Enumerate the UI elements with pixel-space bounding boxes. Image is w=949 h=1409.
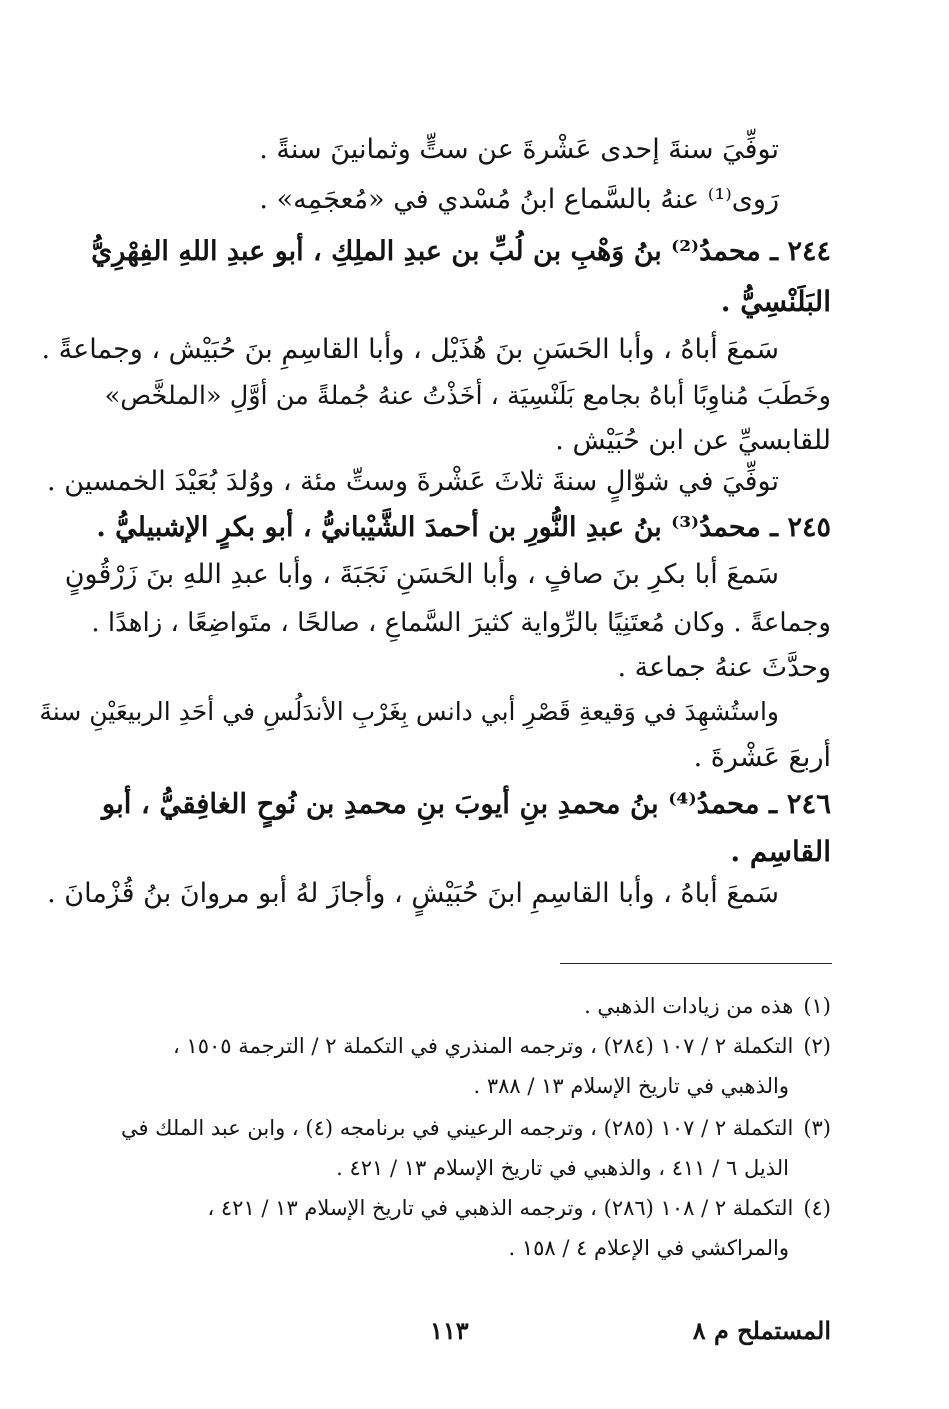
body-line: وجماعةً . وكان مُعتَنِيًا بالرِّواية كثيرَ السَّماعِ ، صالحًا ، متَواضِعًا ، زاهدًا . xyxy=(91,608,831,638)
entry-heading-245: ٢٤٥ ـ محمدُ⁽³⁾ بنُ عبدِ النُّورِ بن أحمدَ الشَّيْبانيُّ ، أبو بكرٍ الإشبيليُّ . xyxy=(96,512,831,543)
footnote-2 xyxy=(173,1031,831,1061)
footnote-text: التكملة ٢ / ١٠٨ (٢٨٦) ، وترجمه الذهبي في تاريخ الإسلام ١٣ / ٤٢١ ، xyxy=(207,1196,794,1220)
entry-heading-246-cont: القاسِم . xyxy=(730,835,831,868)
footnote-4-cont: والمراكشي في الإعلام ٤ / ١٥٨ . xyxy=(508,1236,789,1260)
body-line: واستُشهِدَ في وَقيعةِ قَصْرِ أبي دانس بِغَرْبِ الأندَلُسِ في أحَدِ الربيعَيْنِ سنةَ xyxy=(39,697,779,726)
footnote-number: (٣) xyxy=(803,1116,831,1140)
footnote-number: (٢) xyxy=(803,1034,831,1058)
body-line: رَوى⁽¹⁾ عنهُ بالسَّماع ابنُ مُسْدي في «مُعجَمِه» . xyxy=(259,184,779,215)
body-line: للقابسيِّ عن ابن حُبَيْش . xyxy=(555,425,831,456)
footnote-3 xyxy=(121,1113,831,1143)
footnote-text: التكملة ٢ / ١٠٧ (٢٨٤) ، وترجمه المنذري في التكملة ٢ / الترجمة ١٥٠٥ ، xyxy=(172,1034,794,1058)
body-line: توفِّيَ سنةَ إحدى عَشْرةَ عن ستٍّ وثمانينَ سنةً . xyxy=(259,134,779,165)
body-line: سَمعَ أباهُ ، وأبا الحَسَنِ بنَ هُذَيْل ، وأبا القاسِمِ بنَ حُبَيْش ، وجماعةً . xyxy=(41,334,779,365)
footnote-1 xyxy=(584,991,831,1021)
footnote-2-cont: والذهبي في تاريخ الإسلام ١٣ / ٣٨٨ . xyxy=(473,1074,789,1098)
body-line: سَمعَ أبا بكرِ بنَ صافٍ ، وأبا الحَسَنِ نَجَبَةَ ، وأبا عبدِ اللهِ بنَ زَرْقُونٍ xyxy=(64,559,779,590)
body-line: وحدَّثَ عنهُ جماعة . xyxy=(617,652,831,683)
footnote-text: هذه من زيادات الذهبي . xyxy=(584,994,794,1018)
body-line: وخَطَبَ مُناوِبًا أباهُ بجامع بَلَنْسِيَة ، أخَذْتُ عنهُ جُملةً من أوَّلِ «الملخَّص» xyxy=(104,381,831,411)
footnote-4 xyxy=(207,1193,831,1223)
footnote-number: (٤) xyxy=(803,1196,831,1220)
footnote-separator xyxy=(560,963,832,964)
signature-mark: المستملح م ٨ xyxy=(692,1316,831,1345)
body-line: سَمعَ أباهُ ، وأبا القاسِمِ ابنَ حُبَيْشٍ ، وأجازَ لهُ أبو مروانَ بنُ قُزْمانَ . xyxy=(47,878,779,909)
entry-heading-244: ٢٤٤ ـ محمدُ⁽²⁾ بنُ وَهْبِ بن لُبِّ بن عبدِ الملِكِ ، أبو عبدِ اللهِ الفِهْرِيُّ xyxy=(91,236,831,267)
body-line: توفِّيَ في شوّالٍ سنةَ ثلاثَ عَشْرةَ وستِّ مئة ، ووُلدَ بُعَيْدَ الخمسين . xyxy=(47,466,779,497)
page-number: ١١٣ xyxy=(430,1316,469,1345)
body-line: أربعَ عَشْرةَ . xyxy=(693,742,831,773)
entry-heading-246: ٢٤٦ ـ محمدُ⁽⁴⁾ بنُ محمدِ بنِ أيوبَ بنِ محمدِ بن نُوحٍ الغافِقيُّ ، أبو xyxy=(101,788,831,820)
footnote-text: التكملة ٢ / ١٠٧ (٢٨٥) ، وترجمه الرعيني في برنامجه (٤) ، وابن عبد الملك في xyxy=(120,1116,794,1140)
entry-heading-244-cont: البَلَنْسِيُّ . xyxy=(720,285,831,318)
footnote-3-cont: الذيل ٦ / ٤١١ ، والذهبي في تاريخ الإسلام ١٣ / ٤٢١ . xyxy=(336,1156,789,1180)
footnote-number: (١) xyxy=(803,994,831,1018)
